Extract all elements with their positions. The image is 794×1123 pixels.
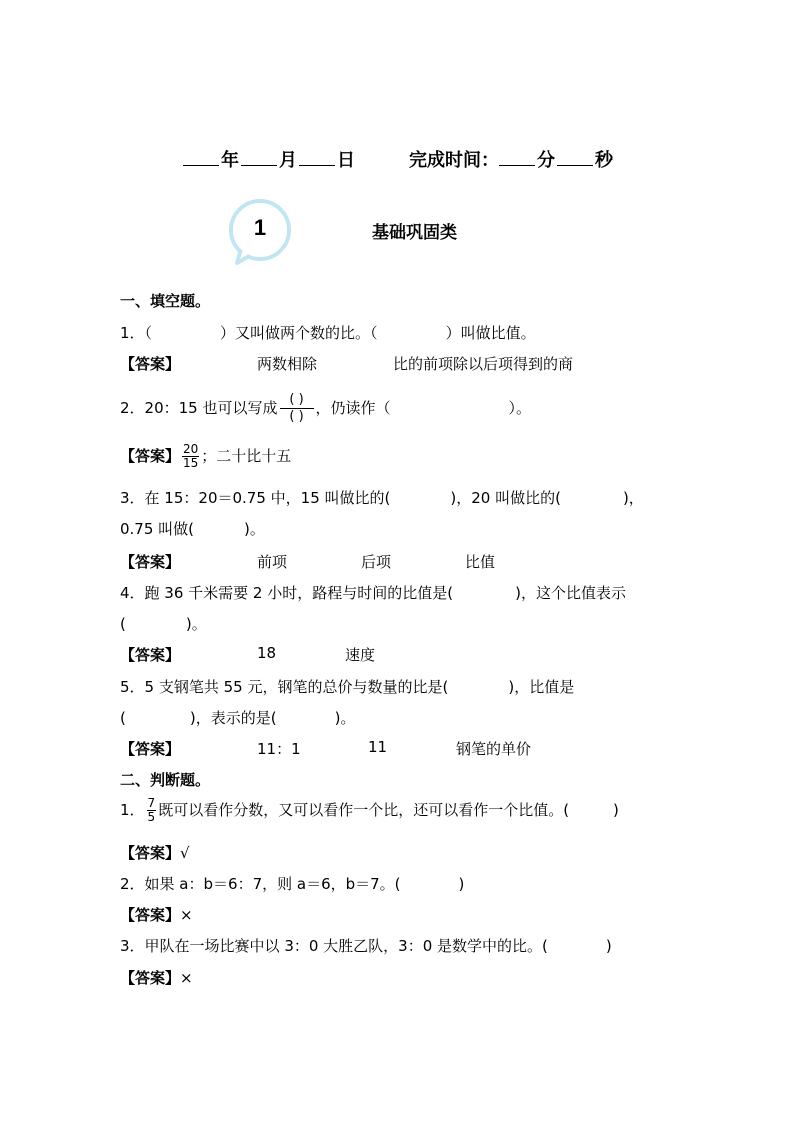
q2-3-close: ) [605, 937, 612, 955]
fraction-top: ( ) [280, 392, 314, 409]
q5-text-a: 5．5 支钢笔共 55 元，钢笔的总价与数量的比是( [120, 678, 449, 696]
question-1-4-line1 [120, 582, 626, 603]
answer-row-2 [120, 443, 291, 470]
question-1-2 [120, 392, 531, 425]
q2-text-b: ，仍读作（ [315, 399, 391, 417]
date-time-header [183, 146, 615, 172]
question-2-1 [120, 797, 619, 824]
answer-value: 11 [368, 738, 388, 756]
part1-heading: 一、填空题。 [120, 292, 211, 310]
question-1-4-line2 [120, 613, 207, 634]
q2-1-close: ) [613, 801, 619, 819]
answer-label: 【答案】 [120, 906, 181, 924]
section-number: 1 [253, 215, 267, 240]
month-label: 月 [279, 150, 297, 171]
question-2-3 [120, 935, 612, 956]
answer-value: 钢笔的单价 [456, 740, 532, 758]
answer-label: 【答案】 [120, 553, 181, 571]
time-label: 完成时间： [409, 150, 499, 171]
fraction-numerator: 7 [147, 796, 156, 810]
answer-label: 【答案】 [120, 646, 181, 664]
answer-label: 【答案】 [120, 844, 181, 862]
answer-label: 【答案】 [120, 447, 181, 465]
q3-text-c: )， [622, 489, 644, 507]
answer-value: 后项 [361, 553, 392, 571]
q4-text-c: ( [120, 615, 126, 633]
q2-2-close: ) [458, 875, 465, 893]
q2-3-text: 3．甲队在一场比赛中以 3：0 大胜乙队，3：0 是数学中的比。( [120, 937, 548, 955]
day-blank [299, 151, 335, 166]
q5-text-b: )，比值是 [508, 678, 575, 696]
month-blank [241, 151, 277, 166]
q5-text-d: )，表示的是( [189, 709, 277, 727]
answer-value: × [180, 906, 193, 924]
answer-value: 比值 [465, 553, 496, 571]
year-label: 年 [221, 150, 239, 171]
q3-text-d: 0.75 叫做( [120, 520, 195, 538]
q3-text-b: )，20 叫做比的( [450, 489, 561, 507]
section-title: 基础巩固类 [372, 223, 457, 243]
answer-value: 比的前项除以后项得到的商 [393, 355, 574, 373]
minute-label: 分 [537, 150, 555, 171]
answer-value: 前项 [257, 553, 288, 571]
answer-label: 【答案】 [120, 969, 181, 987]
q3-text-e: )。 [244, 520, 265, 538]
answer-value: 两数相除 [257, 355, 318, 373]
q1-text-c: ）叫做比值。 [445, 324, 536, 342]
fraction-bottom: ( ) [289, 409, 304, 424]
answer-value: 11：1 [257, 740, 301, 758]
q2-1-prefix: 1． [120, 801, 145, 819]
q4-text-b: )，这个比值表示 [515, 584, 626, 602]
day-label: 日 [337, 150, 355, 171]
fraction-denominator: 15 [183, 456, 199, 470]
answer-value: ；二十比十五 [201, 447, 292, 465]
minute-blank [499, 151, 535, 166]
section-badge [229, 199, 295, 265]
answer-label: 【答案】 [120, 355, 181, 373]
question-1-5-line2 [120, 707, 355, 728]
fraction-denominator: 5 [147, 810, 156, 824]
answer-value: 18 [257, 644, 277, 662]
answer-value: × [180, 969, 193, 987]
q3-text-a: 3．在 15：20＝0.75 中，15 叫做比的( [120, 489, 391, 507]
answer-row-2-3 [120, 967, 193, 988]
question-1-5-line1 [120, 676, 574, 697]
q4-text-a: 4．跑 36 千米需要 2 小时，路程与时间的比值是( [120, 584, 454, 602]
q2-1-text: 既可以看作分数，又可以看作一个比，还可以看作一个比值。( [158, 801, 570, 819]
answer-value: √ [180, 844, 190, 862]
part2-heading: 二、判断题。 [120, 771, 211, 789]
second-blank [557, 151, 593, 166]
inline-fraction [147, 797, 157, 824]
answer-value: 速度 [345, 646, 376, 664]
q5-text-c: ( [120, 709, 126, 727]
q4-text-d: )。 [185, 615, 207, 633]
second-label: 秒 [595, 150, 613, 171]
q2-2-text: 2．如果 a：b＝6：7，则 a＝6，b＝7。( [120, 875, 401, 893]
fraction-numerator: 20 [183, 442, 199, 456]
q1-text-a: 1．（ [120, 324, 153, 342]
answer-row-2-2 [120, 904, 193, 925]
blank-fraction [280, 392, 314, 425]
question-1-1 [120, 322, 536, 343]
q2-text-c: ）。 [508, 399, 532, 417]
answer-row-2-1 [120, 842, 190, 863]
q5-text-e: )。 [334, 709, 356, 727]
q2-text-a: 2．20：15 也可以写成 [120, 399, 278, 417]
question-1-3-line2 [120, 518, 265, 539]
question-2-2 [120, 873, 464, 894]
q1-text-b: ）又叫做两个数的比。（ [220, 324, 378, 342]
question-1-3-line1 [120, 487, 644, 508]
answer-fraction [182, 443, 199, 470]
year-blank [183, 151, 219, 166]
answer-label: 【答案】 [120, 740, 181, 758]
